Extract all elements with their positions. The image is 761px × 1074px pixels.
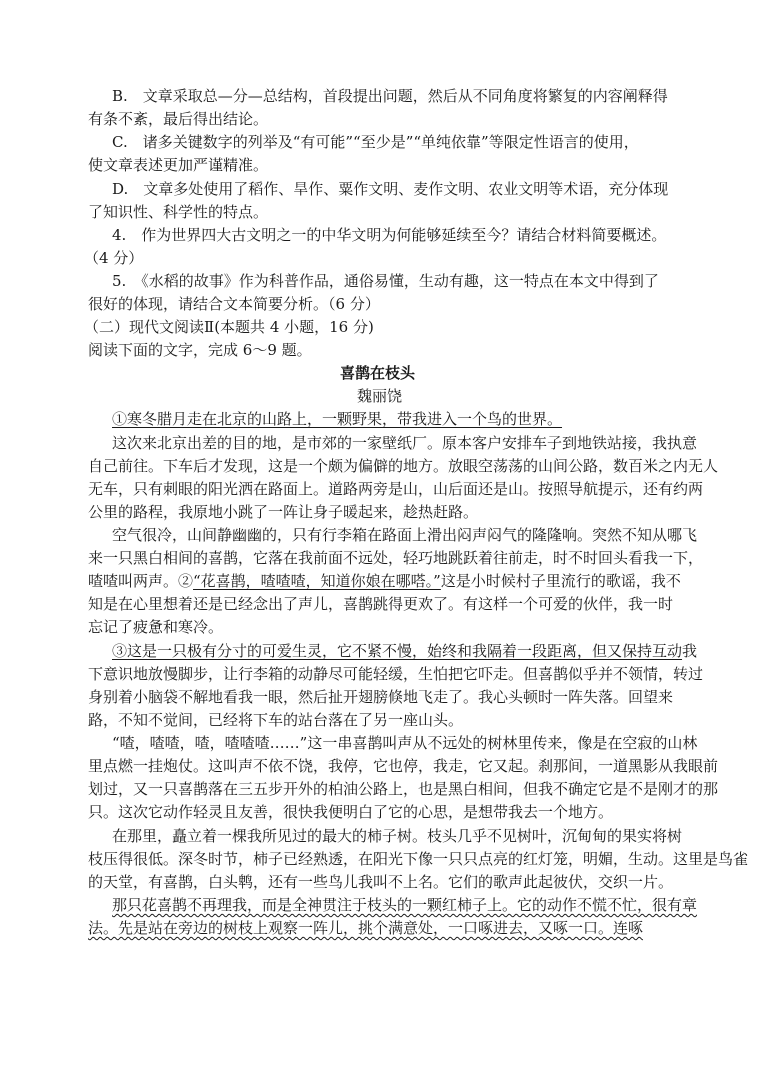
paragraph-6-line1: 在那里，矗立着一棵我所见过的最大的柿子树。枝头几乎不见树叶，沉甸甸的果实将树	[112, 827, 683, 845]
paragraph-4-line3: 身别着小脑袋不解地看我一眼，然后扯开翅膀倏地飞走了。我心头顿时一阵失落。回望来	[88, 688, 674, 706]
wavy-underlined-line-1: 那只花喜鹊不再理我，而是全神贯注于枝头的一颗红柿子上。它的动作不慌不忙，很有章	[112, 896, 698, 914]
wavy-underlined-line-2: 法。先是站在旁边的树枝上观察一阵儿，挑个满意处，一口啄进去，又啄一口。连啄	[88, 919, 644, 937]
section-instruction: 阅读下面的文字，完成 6～9 题。	[88, 341, 312, 359]
paragraph-2-line3: 无车，只有刺眼的阳光洒在路面上。道路两旁是山，山后面还是山。按照导航提示，还有约两	[88, 480, 704, 498]
paragraph-1	[112, 408, 562, 430]
option-c-line1: C. 诸多关键数字的列举及“有可能”“至少是”“单纯依靠”等限定性语言的使用，	[112, 133, 639, 151]
question-5-line1: 5. 《水稻的故事》作为科普作品，通俗易懂，生动有趣，这一特点在本文中得到了	[112, 272, 659, 290]
option-b-line2: 有条不紊，最后得出结论。	[88, 110, 269, 128]
paragraph-7-line1	[112, 894, 697, 916]
question-4-line2: （4 分）	[84, 249, 144, 267]
option-b-line1: B. 文章采取总—分—总结构，首段提出问题，然后从不同角度将繁复的内容阐释得	[112, 87, 668, 105]
paragraph-3-line5: 忘记了疲惫和寒冷。	[88, 618, 224, 636]
paragraph-7-line2	[88, 917, 643, 939]
paragraph-5-line2: 里点燃一挂炮仗。这叫声不依不饶，我停，它也停，我走，它又起。刹那间，一道黑影从我眼前	[88, 757, 719, 775]
option-d-line2: 了知识性、科学性的特点。	[88, 203, 269, 221]
option-d-line1: D. 文章多处使用了稻作、旱作、粟作文明、麦作文明、农业文明等术语，充分体现	[112, 180, 669, 198]
paragraph-5-line3: 划过，又一只喜鹊落在三五步开外的柏油公路上，也是黑白相间，但我不确定它是不是刚才的那	[88, 780, 719, 798]
paragraph-6-line3: 的天堂，有喜鹊，白头鹎，还有一些鸟儿我叫不上名。它们的歌声此起彼伏，交织一片。	[88, 873, 674, 891]
paragraph-3-line4: 知是在心里想着还是已经念出了声儿，喜鹊跳得更欢了。有这样一个可爱的伙伴，我一时	[88, 595, 674, 613]
paragraph-3-line3	[88, 570, 681, 592]
paragraph-4-line4: 路，不知不觉间，已经将下车的站台落在了另一座山头。	[88, 711, 464, 729]
underlined-sentence-1: ①寒冬腊月走在北京的山路上，一颗野果，带我进入一个鸟的世界。	[112, 410, 563, 428]
paragraph-6-line2: 枝压得很低。深冬时节，柿子已经熟透，在阳光下像一只只点亮的红灯笼，明媚，生动。这里是鸟雀	[88, 850, 749, 868]
paragraph-5-line1: “喳，喳喳，喳，喳喳喳……”这一串喜鹊叫声从不远处的树林里传来，像是在空寂的山林	[112, 734, 698, 752]
paragraph-4-line1-tail: 我	[682, 642, 698, 660]
paragraph-3-line3-pre: 喳喳叫两声。②	[88, 572, 194, 590]
option-c-line2: 使文章表述更加严谨精准。	[88, 156, 269, 174]
article-title: 喜鹊在枝头	[340, 364, 416, 382]
underlined-sentence-3: ③这是一只极有分寸的可爱生灵，它不紧不慢，始终和我隔着一段距离，但又保持互动	[112, 642, 683, 660]
underlined-sentence-2: “花喜鹊，喳喳喳，知道你娘在哪嗒。”	[193, 572, 441, 590]
question-4-line1: 4. 作为世界四大古文明之一的中华文明为何能够延续至今？请结合材料简要概述。	[112, 226, 667, 244]
section-heading: （二）现代文阅读Ⅱ(本题共 4 小题，16 分)	[84, 318, 374, 336]
paragraph-2-line2: 自己前往。下车后才发现，这是一个颇为偏僻的地方。放眼空荡荡的山间公路，数百米之内无人	[88, 457, 719, 475]
paragraph-4-line2: 下意识地放慢脚步，让行李箱的动静尽可能轻缓，生怕把它吓走。但喜鹊似乎并不领情，转过	[88, 665, 704, 683]
paragraph-4-line1	[112, 640, 697, 662]
paragraph-2-line4: 公里的路程，我原地小跳了一阵让身子暖起来，趁热赶路。	[88, 503, 479, 521]
article-author: 魏丽饶	[357, 387, 403, 405]
paragraph-3-line2: 来一只黑白相间的喜鹊，它落在我前面不远处，轻巧地跳跃着往前走，时不时回头看我一下，	[88, 549, 704, 567]
paragraph-2-line1: 这次来北京出差的目的地，是市郊的一家壁纸厂。原本客户安排车子到地铁站接，我执意	[112, 434, 698, 452]
paragraph-3-line1: 空气很冷，山间静幽幽的，只有行李箱在路面上滑出闷声闷气的隆隆响。突然不知从哪飞	[112, 526, 698, 544]
question-5-line2: 很好的体现，请结合文本简要分析。（6 分）	[88, 295, 380, 313]
paragraph-5-line4: 只。这次它动作轻灵且友善，很快我便明白了它的心思，是想带我去一个地方。	[88, 803, 614, 821]
paragraph-3-line3-post: 这是小时候村子里流行的歌谣，我不	[440, 572, 681, 590]
